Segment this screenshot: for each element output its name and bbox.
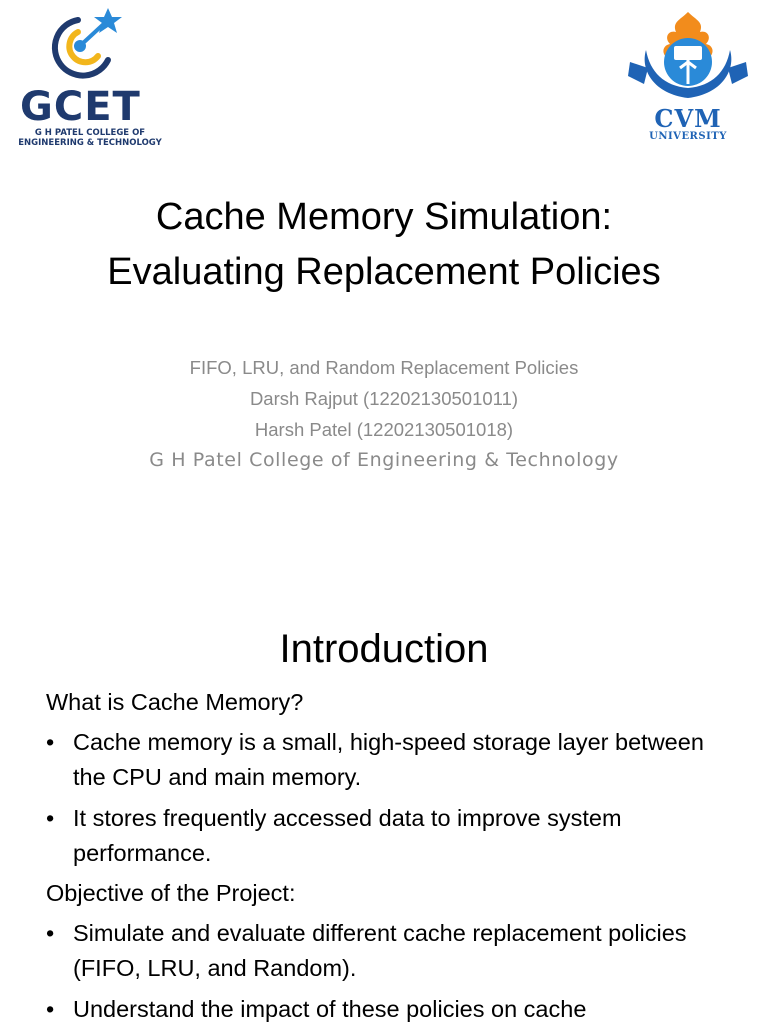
gcet-emblem-icon — [42, 4, 132, 84]
introduction-slide — [0, 600, 768, 1024]
section-heading-objective: Objective of the Project: — [46, 880, 296, 906]
bullet-text: Simulate and evaluate different cache replacement policies (FIFO, LRU, and Random). — [73, 920, 687, 981]
bullet-text: Understand the impact of these policies on cache — [73, 996, 587, 1022]
slide-subtitle — [20, 352, 748, 476]
bullet-item — [46, 725, 726, 795]
subtitle-author-2: Harsh Patel (12202130501018) — [254, 419, 514, 440]
gcet-subtitle-line2: ENGINEERING & TECHNOLOGY — [18, 138, 162, 148]
bullet-icon: • — [46, 805, 55, 831]
bullet-icon: • — [46, 729, 55, 755]
bullet-text: Cache memory is a small, high-speed storage layer between the CPU and main memory. — [73, 729, 704, 790]
subtitle-college: G H Patel College of Engineering & Technology — [149, 449, 619, 471]
bullet-text: It stores frequently accessed data to improve system performance. — [73, 805, 622, 866]
gcet-subtitle — [10, 128, 170, 148]
cvm-logo — [626, 10, 750, 142]
title-line-2: Evaluating Replacement Policies — [107, 251, 661, 293]
slide-title — [20, 190, 748, 300]
subtitle-author-1: Darsh Rajput (12202130501011) — [249, 388, 519, 409]
gcet-logo — [6, 4, 166, 148]
intro-body — [46, 686, 726, 1033]
bullet-item — [46, 801, 726, 871]
bullet-item — [46, 916, 726, 986]
intro-title: Introduction — [279, 627, 489, 671]
subtitle-policies: FIFO, LRU, and Random Replacement Policies — [189, 357, 579, 378]
cvm-emblem-icon — [626, 10, 750, 106]
cvm-wordmark: CVM — [654, 104, 722, 133]
gcet-wordmark: GCET — [20, 84, 141, 130]
bullet-item — [46, 992, 726, 1027]
cvm-subtitle: UNIVERSITY — [649, 131, 727, 142]
bullet-icon: • — [46, 920, 55, 946]
title-line-1: Cache Memory Simulation: — [155, 196, 613, 238]
gcet-subtitle-line1: G H PATEL COLLEGE OF — [34, 128, 146, 138]
bullet-icon: • — [46, 996, 55, 1022]
section-heading-cache: What is Cache Memory? — [46, 689, 304, 715]
